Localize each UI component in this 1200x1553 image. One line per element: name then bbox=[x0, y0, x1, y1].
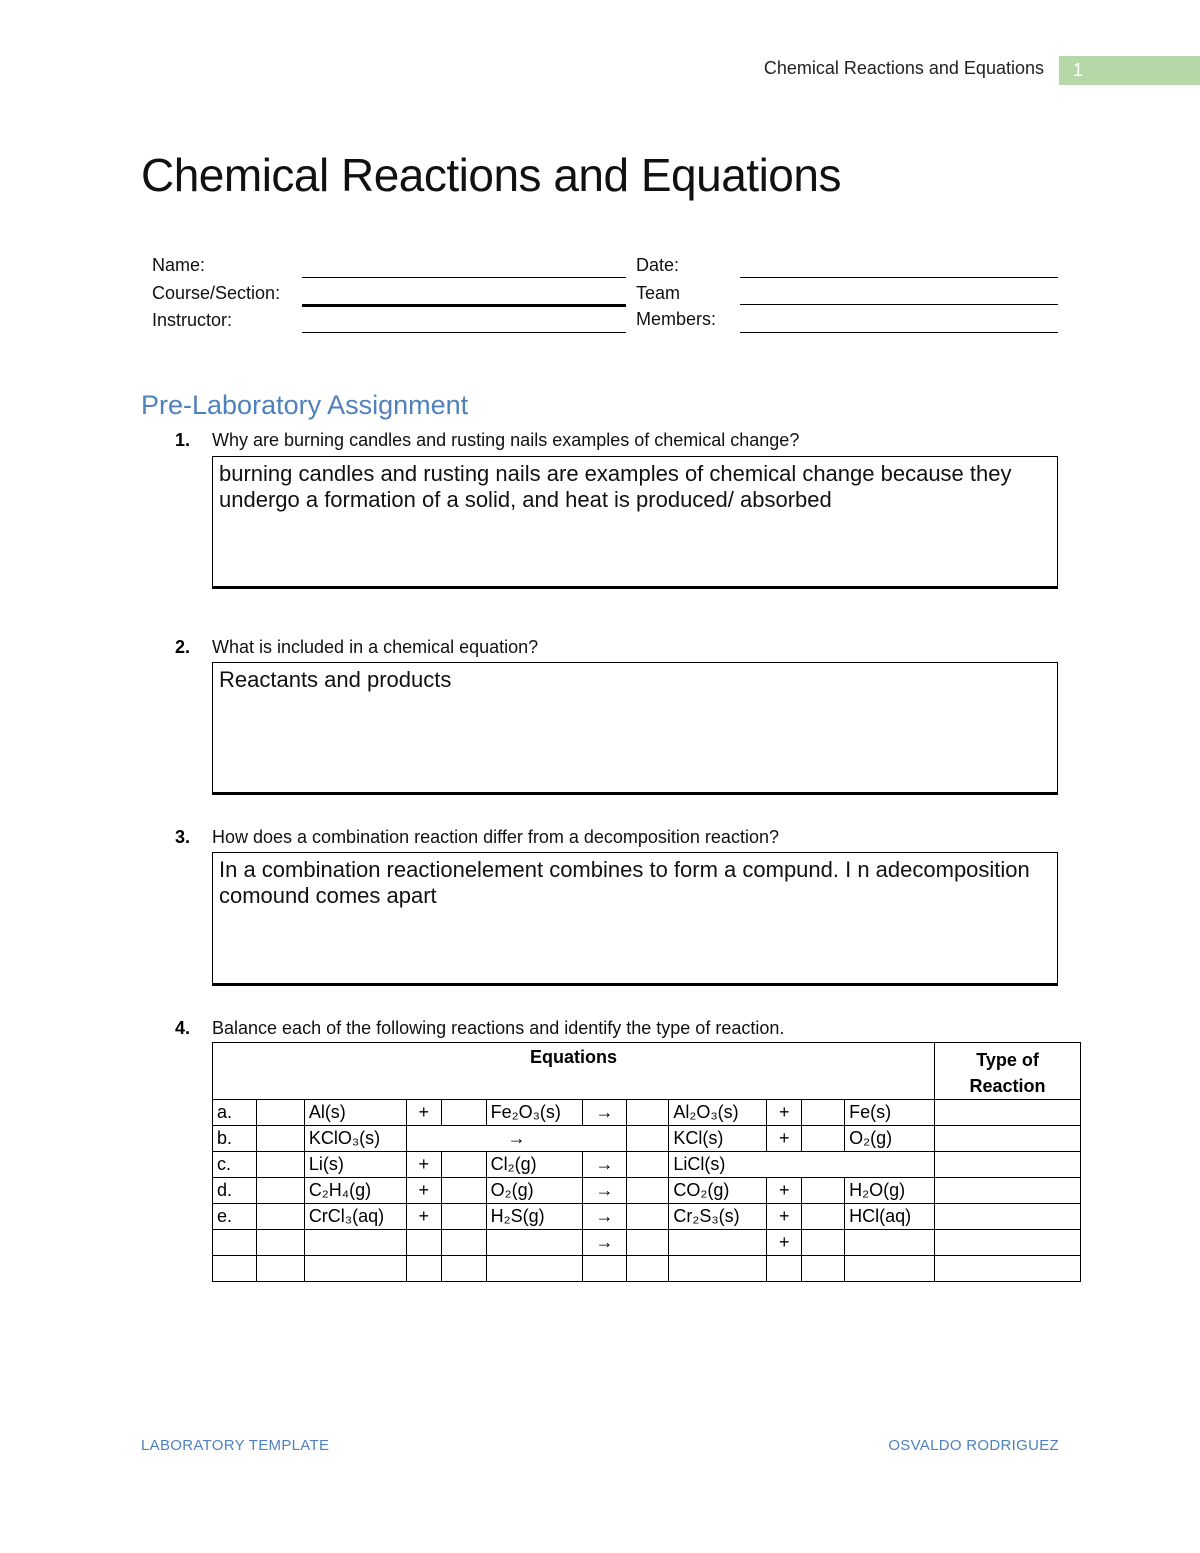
product-1[interactable] bbox=[669, 1256, 767, 1282]
reaction-type-cell[interactable] bbox=[935, 1152, 1081, 1178]
team-field[interactable] bbox=[740, 304, 1058, 305]
reactant-1[interactable] bbox=[304, 1256, 406, 1282]
row-label: e. bbox=[213, 1204, 257, 1230]
coefficient-cell[interactable] bbox=[802, 1204, 845, 1230]
reactant-1: Al(s) bbox=[304, 1100, 406, 1126]
question-number: 1. bbox=[175, 430, 191, 450]
plus-sign: + bbox=[767, 1126, 802, 1152]
coefficient-cell[interactable] bbox=[256, 1256, 304, 1282]
reactant-2[interactable] bbox=[486, 1256, 582, 1282]
table-row bbox=[213, 1204, 1081, 1230]
reactant-1[interactable] bbox=[304, 1230, 406, 1256]
page-number-tab: 1 bbox=[1059, 56, 1200, 85]
reactant-1: CrCl₃(aq) bbox=[304, 1204, 406, 1230]
table-header-row bbox=[213, 1043, 1081, 1100]
arrow-icon: → bbox=[582, 1152, 627, 1178]
coefficient-cell[interactable] bbox=[627, 1100, 669, 1126]
course-section-field[interactable] bbox=[302, 304, 626, 307]
type-header-line2: Reaction bbox=[969, 1076, 1046, 1096]
arrow-icon: → bbox=[406, 1126, 627, 1152]
coefficient-cell[interactable] bbox=[627, 1204, 669, 1230]
team-label: Team bbox=[636, 283, 681, 303]
question-number: 3. bbox=[175, 827, 191, 847]
plus-sign: + bbox=[406, 1152, 441, 1178]
product-1: CO₂(g) bbox=[669, 1178, 767, 1204]
coefficient-cell[interactable] bbox=[256, 1100, 304, 1126]
reactant-2: H₂S(g) bbox=[486, 1204, 582, 1230]
row-label[interactable] bbox=[213, 1230, 257, 1256]
running-header-title: Chemical Reactions and Equations bbox=[763, 58, 1044, 78]
plus-cell bbox=[406, 1230, 441, 1256]
reactant-2: O₂(g) bbox=[486, 1178, 582, 1204]
plus-sign: + bbox=[406, 1100, 441, 1126]
date-label: Date: bbox=[636, 255, 680, 275]
date-field[interactable] bbox=[740, 277, 1058, 278]
reaction-type-cell[interactable] bbox=[935, 1204, 1081, 1230]
footer-left: LABORATORY TEMPLATE bbox=[141, 1437, 330, 1454]
reactions-table bbox=[212, 1042, 1081, 1282]
coefficient-cell[interactable] bbox=[627, 1230, 669, 1256]
reaction-type-cell[interactable] bbox=[935, 1100, 1081, 1126]
row-label: b. bbox=[213, 1126, 257, 1152]
reaction-type-cell[interactable] bbox=[935, 1178, 1081, 1204]
reaction-type-cell[interactable] bbox=[935, 1230, 1081, 1256]
product-2: H₂O(g) bbox=[845, 1178, 935, 1204]
arrow-icon: → bbox=[582, 1100, 627, 1126]
answer-box-2[interactable]: Reactants and products bbox=[212, 662, 1058, 795]
coefficient-cell[interactable] bbox=[627, 1256, 669, 1282]
reactant-1: KClO₃(s) bbox=[304, 1126, 406, 1152]
arrow-icon: → bbox=[582, 1230, 627, 1256]
product-1: Al₂O₃(s) bbox=[669, 1100, 767, 1126]
product-2: HCl(aq) bbox=[845, 1204, 935, 1230]
reactant-1: Li(s) bbox=[304, 1152, 406, 1178]
row-label: c. bbox=[213, 1152, 257, 1178]
row-label: a. bbox=[213, 1100, 257, 1126]
reaction-type-cell[interactable] bbox=[935, 1126, 1081, 1152]
coefficient-cell[interactable] bbox=[802, 1256, 845, 1282]
coefficient-cell[interactable] bbox=[802, 1178, 845, 1204]
coefficient-cell[interactable] bbox=[441, 1152, 486, 1178]
reaction-type-cell[interactable] bbox=[935, 1256, 1081, 1282]
footer-right: OSVALDO RODRIGUEZ bbox=[888, 1437, 1059, 1454]
instructor-field[interactable] bbox=[302, 332, 626, 333]
coefficient-cell[interactable] bbox=[802, 1100, 845, 1126]
coefficient-cell[interactable] bbox=[441, 1230, 486, 1256]
name-label: Name: bbox=[152, 255, 206, 275]
reactant-1: C₂H₄(g) bbox=[304, 1178, 406, 1204]
plus-sign: + bbox=[767, 1100, 802, 1126]
plus-cell[interactable] bbox=[767, 1256, 802, 1282]
question-1-text: Why are burning candles and rusting nails examples of chemical change? bbox=[212, 430, 800, 450]
question-number: 2. bbox=[175, 637, 191, 657]
coefficient-cell[interactable] bbox=[441, 1178, 486, 1204]
table-row bbox=[213, 1256, 1081, 1282]
coefficient-cell[interactable] bbox=[802, 1126, 845, 1152]
instructor-label: Instructor: bbox=[152, 310, 233, 330]
plus-sign: + bbox=[767, 1204, 802, 1230]
product-2[interactable] bbox=[845, 1256, 935, 1282]
document-title: Chemical Reactions and Equations bbox=[141, 149, 841, 201]
plus-cell[interactable] bbox=[406, 1256, 441, 1282]
product-1: LiCl(s) bbox=[669, 1152, 935, 1178]
type-of-reaction-header bbox=[935, 1043, 1081, 1100]
question-2-text: What is included in a chemical equation? bbox=[212, 637, 539, 657]
arrow-cell[interactable] bbox=[582, 1256, 627, 1282]
section-heading: Pre-Laboratory Assignment bbox=[141, 390, 469, 420]
answer-box-1[interactable]: burning candles and rusting nails are examples of chemical change because they undergo a formation of a solid, and heat is produced/ absorbed bbox=[212, 456, 1058, 589]
plus-sign: + bbox=[406, 1204, 441, 1230]
plus-sign: + bbox=[767, 1230, 802, 1256]
coefficient-cell[interactable] bbox=[256, 1152, 304, 1178]
answer-box-3[interactable]: In a combination reactionelement combines to form a compund. I n adecomposition comound comes apart bbox=[212, 852, 1058, 986]
row-label[interactable] bbox=[213, 1256, 257, 1282]
table-row bbox=[213, 1152, 1081, 1178]
coefficient-cell[interactable] bbox=[627, 1152, 669, 1178]
question-3-text: How does a combination reaction differ from a decomposition reaction? bbox=[212, 827, 779, 847]
coefficient-cell[interactable] bbox=[441, 1100, 486, 1126]
row-label: d. bbox=[213, 1178, 257, 1204]
coefficient-cell[interactable] bbox=[802, 1230, 845, 1256]
table-row bbox=[213, 1126, 1081, 1152]
product-2[interactable] bbox=[845, 1230, 935, 1256]
reactant-2: Cl₂(g) bbox=[486, 1152, 582, 1178]
members-label: Members: bbox=[636, 309, 717, 329]
table-row bbox=[213, 1230, 1081, 1256]
table-row bbox=[213, 1100, 1081, 1126]
name-field[interactable] bbox=[302, 277, 626, 278]
arrow-icon: → bbox=[582, 1178, 627, 1204]
product-1: KCl(s) bbox=[669, 1126, 767, 1152]
type-header-line1: Type of bbox=[976, 1050, 1039, 1070]
coefficient-cell[interactable] bbox=[256, 1204, 304, 1230]
coefficient-cell[interactable] bbox=[256, 1126, 304, 1152]
arrow-icon: → bbox=[582, 1204, 627, 1230]
coefficient-cell[interactable] bbox=[627, 1126, 669, 1152]
course-section-label: Course/Section: bbox=[152, 283, 281, 303]
coefficient-cell[interactable] bbox=[441, 1256, 486, 1282]
table-row bbox=[213, 1178, 1081, 1204]
coefficient-cell[interactable] bbox=[256, 1178, 304, 1204]
coefficient-cell[interactable] bbox=[256, 1230, 304, 1256]
reactant-2[interactable] bbox=[486, 1230, 582, 1256]
product-2: Fe(s) bbox=[845, 1100, 935, 1126]
question-number: 4. bbox=[175, 1018, 191, 1038]
equations-header: Equations bbox=[213, 1043, 935, 1100]
question-4-text: Balance each of the following reactions and identify the type of reaction. bbox=[212, 1018, 785, 1038]
members-field[interactable] bbox=[740, 332, 1058, 333]
product-1: Cr₂S₃(s) bbox=[669, 1204, 767, 1230]
reactant-2: Fe₂O₃(s) bbox=[486, 1100, 582, 1126]
product-1[interactable] bbox=[669, 1230, 767, 1256]
coefficient-cell[interactable] bbox=[627, 1178, 669, 1204]
product-2: O₂(g) bbox=[845, 1126, 935, 1152]
plus-sign: + bbox=[406, 1178, 441, 1204]
coefficient-cell[interactable] bbox=[441, 1204, 486, 1230]
plus-sign: + bbox=[767, 1178, 802, 1204]
